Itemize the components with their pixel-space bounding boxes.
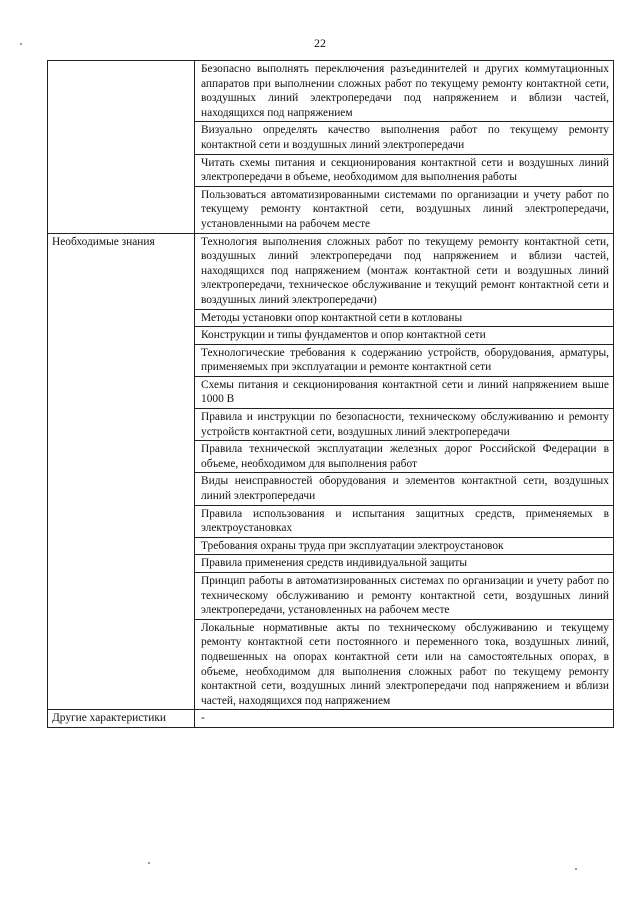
scan-speck <box>148 862 150 864</box>
table-row <box>48 233 614 309</box>
requirement-item: Правила и инструкции по безопасности, техническому обслуживанию и ремонту устройств контактной сети, воздушных линий электропередачи <box>195 409 614 441</box>
requirement-item: Читать схемы питания и секционирования контактной сети и воздушных линий электропередачи в объеме, необходимом для выполнения работы <box>195 154 614 186</box>
row-group-label: Другие характеристики <box>48 710 195 728</box>
requirement-item: Методы установки опор контактной сети в котлованы <box>195 309 614 327</box>
table-row <box>48 710 614 728</box>
table-row <box>48 61 614 122</box>
requirement-item: Технология выполнения сложных работ по текущему ремонту контактной сети, воздушных линий электропередачи под напряжением и вблизи частей, находящихся под напряжением (монтаж контактной сети и воздушных линий электропередачи, техническое обслуживание и текущий ремонт контактной сети и воздушных линий электропередачи) <box>195 233 614 309</box>
requirement-item: Пользоваться автоматизированными системами по организации и учету работ по текущему ремонту контактной сети, воздушных линий электропередачи, установленными на рабочем месте <box>195 186 614 233</box>
requirement-item: Требования охраны труда при эксплуатации электроустановок <box>195 537 614 555</box>
requirement-item: Визуально определять качество выполнения работ по текущему ремонту контактной сети и воздушных линий электропередачи <box>195 122 614 154</box>
requirement-item: Принцип работы в автоматизированных системах по организации и учету работ по техническому обслуживанию и ремонту контактной сети, воздушных линий электропередачи, установленных на рабочем месте <box>195 573 614 620</box>
requirement-item: - <box>195 710 614 728</box>
scan-speck <box>575 868 577 870</box>
row-group-label: Необходимые знания <box>48 233 195 710</box>
requirement-item: Правила применения средств индивидуальной защиты <box>195 555 614 573</box>
requirement-item: Виды неисправностей оборудования и элементов контактной сети, воздушных линий электропередачи <box>195 473 614 505</box>
requirement-item: Локальные нормативные акты по техническому обслуживанию и текущему ремонту контактной сети постоянного и переменного тока, воздушных линий, подвешенных на опорах контактной сети или на самостоятельных опорах, в объеме, необходимом для выполнения сложных работ по текущему ремонту контактной сети, воздушных линий электропередачи под напряжением и вблизи частей, находящихся под напряжением <box>195 619 614 710</box>
requirements-table <box>47 60 614 728</box>
row-group-label <box>48 61 195 234</box>
requirement-item: Технологические требования к содержанию устройств, оборудования, арматуры, применяемых при эксплуатации и ремонте контактной сети <box>195 344 614 376</box>
requirement-item: Схемы питания и секционирования контактной сети и линий напряжением выше 1000 В <box>195 376 614 408</box>
scan-speck <box>20 43 22 45</box>
requirement-item: Конструкции и типы фундаментов и опор контактной сети <box>195 327 614 345</box>
page-number: 22 <box>314 36 326 50</box>
requirements-table-body <box>48 61 614 728</box>
requirement-item: Безопасно выполнять переключения разъединителей и других коммутационных аппаратов при выполнении сложных работ по текущему ремонту контактной сети, воздушных линий электропередачи под напряжением и вблизи частей, находящихся под напряжением <box>195 61 614 122</box>
requirement-item: Правила технической эксплуатации железных дорог Российской Федерации в объеме, необходимом для выполнения работ <box>195 441 614 473</box>
requirement-item: Правила использования и испытания защитных средств, применяемых в электроустановках <box>195 505 614 537</box>
